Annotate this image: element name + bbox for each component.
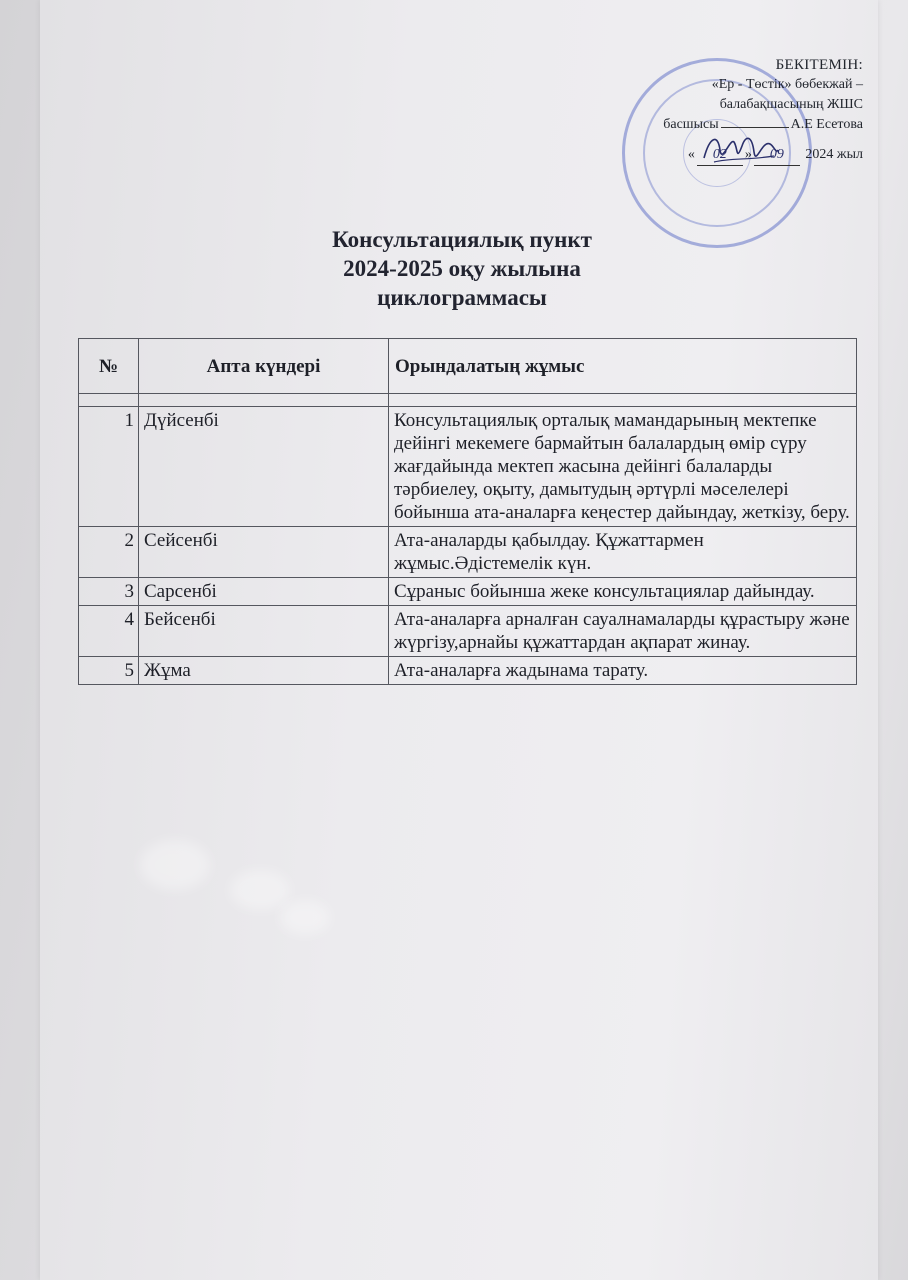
row-number: 1 [79,407,139,527]
date-month: 09 [754,145,800,166]
table-row [79,657,857,685]
table-spacer-row [79,394,857,407]
row-number: 3 [79,578,139,606]
row-task: Сұраныс бойынша жеке консультациялар дайындау. [389,578,857,606]
document-title [262,225,662,312]
signature-line [721,127,789,128]
date-open-quote: « [687,147,695,162]
row-task: Консультациялық орталық мамандарының мектепке дейінгі мекемеге бармайтын балалардың өмір сүру жағдайында мектеп жасына дейінгі балаларды тәрбиелеу, оқыту, дамытудың әртүрлі мәселелері бойынша ата-аналарға кеңестер дайындау, жеткізу, беру. [389,407,857,527]
row-task: Ата-аналарға жадынама тарату. [389,657,857,685]
approval-date [583,145,863,166]
title-line-2: 2024-2025 оқу жылына [343,256,581,281]
row-day: Жұма [139,657,389,685]
paper-smudge [140,840,210,890]
table-row [79,606,857,657]
row-number: 2 [79,527,139,578]
row-number: 5 [79,657,139,685]
approval-heading: БЕКІТЕМІН: [775,57,863,73]
table-row [79,527,857,578]
approval-person-name: А.Е Есетова [790,117,863,132]
approval-line-head [583,115,863,135]
header-task: Орындалатың жұмыс [389,339,857,394]
table-row [79,578,857,606]
table-header-row [79,339,857,394]
row-day: Сейсенбі [139,527,389,578]
paper-smudge [280,900,330,935]
header-day: Апта күндері [139,339,389,394]
date-year: 2024 жыл [805,147,863,162]
paper-smudge [230,870,290,910]
date-day: 02 [697,145,743,166]
row-number: 4 [79,606,139,657]
row-day: Бейсенбі [139,606,389,657]
title-line-3: циклограммасы [377,285,547,310]
row-day: Сарсенбі [139,578,389,606]
approval-block [583,55,863,166]
approval-line-company: балабақшасының ЖШС [719,97,863,112]
title-line-1: Консультациялық пункт [332,227,592,252]
header-number: № [79,339,139,394]
row-task: Ата-аналарға арналған сауалнамаларды құрастыру және жүргізу,арнайы құжаттардан ақпарат жинау. [389,606,857,657]
table-row [79,407,857,527]
row-day: Дүйсенбі [139,407,389,527]
approval-line-organization: «Ер - Төстік» бөбекжай – [711,77,863,92]
schedule-table [78,338,857,685]
date-close-quote: » [744,147,752,162]
approval-position: басшысы [663,117,719,132]
row-task: Ата-аналарды қабылдау. Құжаттармен жұмыс.Әдістемелік күн. [389,527,857,578]
